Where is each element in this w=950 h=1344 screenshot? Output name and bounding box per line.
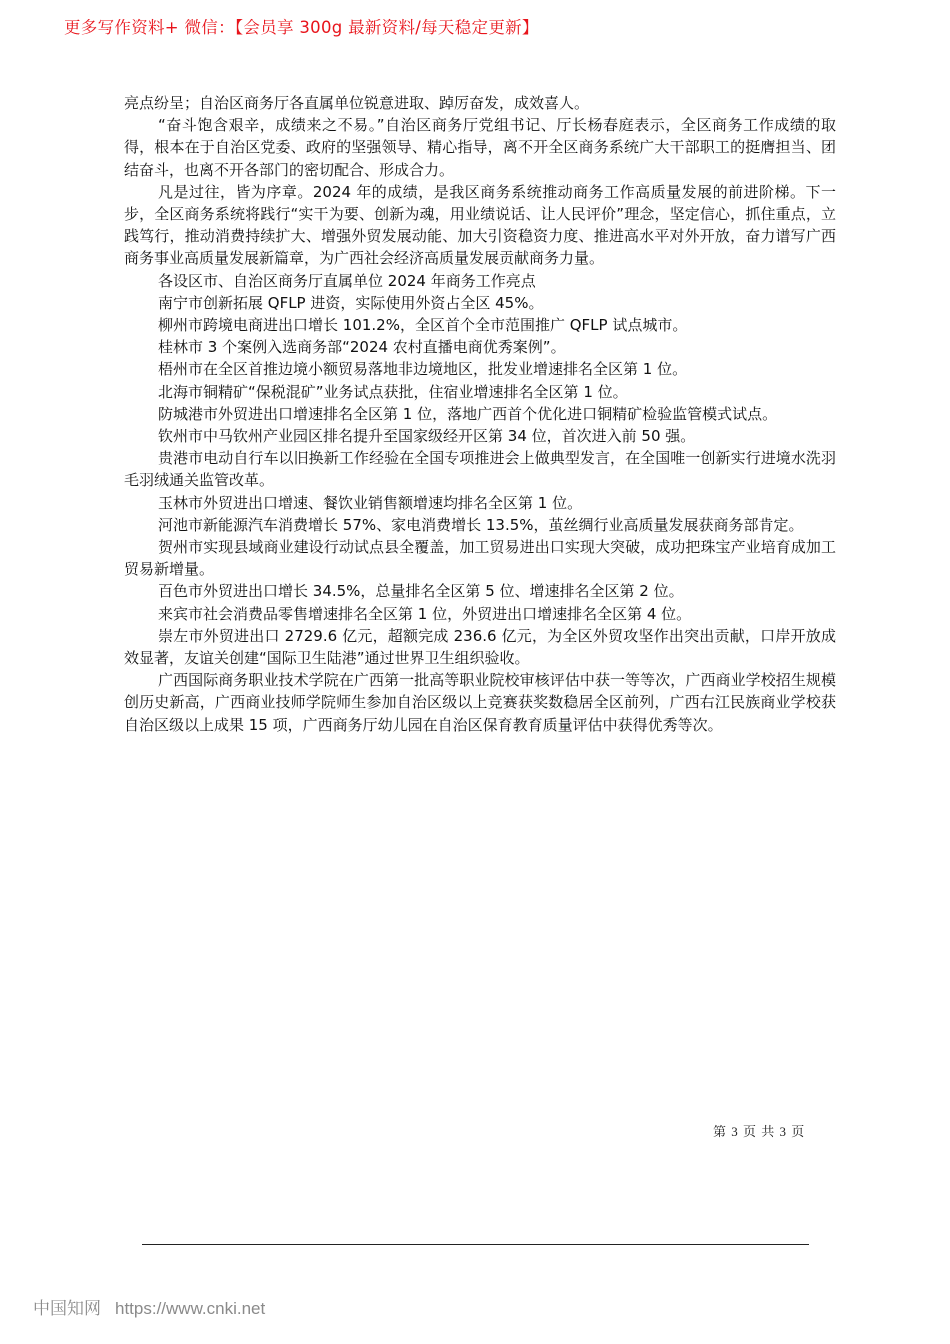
promo-banner: 更多写作资料+ 微信：【会员享 300g 最新资料/每天稳定更新】 — [64, 18, 539, 37]
footer-divider — [142, 1244, 809, 1245]
highlight-item-qinzhou: 钦州市中马钦州产业园区排名提升至国家级经开区第 34 位，首次进入前 50 强。 — [158, 427, 696, 446]
highlight-item-yulin: 玉林市外贸进出口增速、餐饮业销售额增速均排名全区第 1 位。 — [158, 493, 583, 512]
highlight-item-fangchenggang: 防城港市外贸进出口增速排名全区第 1 位，落地广西首个优化进口铜精矿检验监管模式试点。 — [158, 404, 778, 423]
highlight-item-schools: 广西国际商务职业技术学院在广西第一批高等职业院校审核评估中获一等等次，广西商业学校招生规模创历史新高，广西商业技师学院师生参加自治区级以上竞赛获奖数稳居全区前列，广西右江民族商业学校获自治区级以上成果 15 项，广西商务厅幼儿园在自治区保育教育质量评估中获得优秀等次。 — [124, 671, 836, 734]
section-heading: 各设区市、自治区商务厅直属单位 2024 年商务工作亮点 — [158, 271, 536, 290]
paragraph: 凡是过往，皆为序章。2024 年的成绩，是我区商务系统推动商务工作高质量发展的前进阶梯。下一步，全区商务系统将践行“实干为要、创新为魂，用业绩说话、让人民评价”理念，坚定信心，抓住重点，立践笃行，推动消费持续扩大、增强外贸发展动能、加大引资稳资力度、推进高水平对外开放，奋力谱写广西商务事业高质量发展新篇章，为广西社会经济高质量发展贡献商务力量。 — [124, 182, 837, 268]
paragraph: 亮点纷呈；自治区商务厅各直属单位锐意进取、踔厉奋发，成效喜人。 — [124, 94, 590, 112]
highlight-item-hezhou: 贺州市实现县域商业建设行动试点县全覆盖，加工贸易进出口实现大突破，成功把珠宝产业培育成加工贸易新增量。 — [124, 538, 836, 579]
highlight-item-laibin: 来宾市社会消费品零售增速排名全区第 1 位，外贸进出口增速排名全区第 4 位。 — [158, 604, 692, 623]
source-name: 中国知网 — [33, 1299, 101, 1318]
highlight-item-guigang: 贵港市电动自行车以旧换新工作经验在全国专项推进会上做典型发言，在全国唯一创新实行进境水洗羽毛羽绒通关监管改革。 — [124, 449, 836, 490]
page-number: 第 3 页 共 3 页 — [713, 1124, 806, 1139]
highlight-item-baise: 百色市外贸进出口增长 34.5%，总量排名全区第 5 位、增速排名全区第 2 位。 — [158, 582, 684, 601]
highlight-item-liuzhou: 柳州市跨境电商进出口增长 101.2%，全区首个全市范围推广 QFLP 试点城市。 — [158, 316, 688, 335]
highlight-item-wuzhou: 梧州市在全区首推边境小额贸易落地非边境地区，批发业增速排名全区第 1 位。 — [158, 360, 688, 379]
source-url[interactable]: https://www.cnki.net — [115, 1299, 266, 1318]
highlight-item-guilin: 桂林市 3 个案例入选商务部“2024 农村直播电商优秀案例”。 — [158, 338, 566, 357]
document-body — [124, 92, 836, 736]
paragraph: “奋斗饱含艰辛，成绩来之不易。”自治区商务厅党组书记、厅长杨春庭表示，全区商务工作成绩的取得，根本在于自治区党委、政府的坚强领导、精心指导，离不开全区商务系统广大干部职工的挺膺担当、团结奋斗，也离不开各部门的密切配合、形成合力。 — [124, 116, 836, 179]
highlight-item-nanning: 南宁市创新拓展 QFLP 进资，实际使用外资占全区 45%。 — [158, 293, 544, 312]
source-footer — [33, 1294, 265, 1319]
highlight-item-chongzuo: 崇左市外贸进出口 2729.6 亿元，超额完成 236.6 亿元，为全区外贸攻坚作出突出贡献，口岸开放成效显著，友谊关创建“国际卫生陆港”通过世界卫生组织验收。 — [124, 626, 836, 668]
highlight-item-hechi: 河池市新能源汽车消费增长 57%、家电消费增长 13.5%，茧丝绸行业高质量发展获商务部肯定。 — [158, 515, 804, 534]
highlight-item-beihai: 北海市铜精矿“保税混矿”业务试点获批，住宿业增速排名全区第 1 位。 — [158, 382, 628, 401]
